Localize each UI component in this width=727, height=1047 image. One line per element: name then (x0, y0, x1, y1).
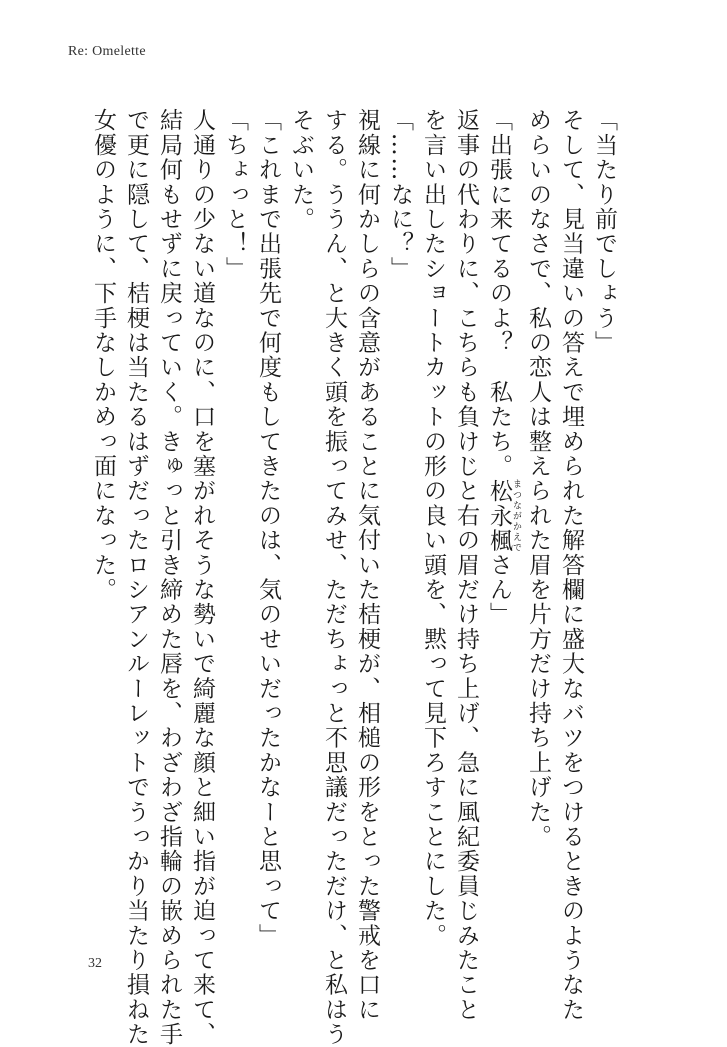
text-column: 返事の代わりに、こちらも負けじと右の眉だけ持ち上げ、急に風紀委員じみたこと (453, 108, 479, 1022)
text-column: する。ううん、と大きく頭を振ってみせ、ただちょっと不思議だっただけ、と私はう (321, 108, 347, 1047)
text-column: 視線に何かしらの含意があることに気付いた桔梗が、相槌の形をとった警戒を口に (354, 108, 380, 1022)
name-with-reading (486, 478, 521, 553)
text-column: 女優のように、下手なしかめっ面になった。 (90, 108, 116, 602)
text-column: 結局何もせずに戻っていく。きゅっと引き締めた唇を、わざわざ指輪の嵌められた手 (156, 108, 182, 1047)
text-column: を言い出したショートカットの形の良い頭を、黙って見下ろすことにした。 (420, 108, 446, 948)
text-column (482, 108, 521, 928)
page-number: 32 (88, 956, 102, 971)
text-column: で更に隠して、桔梗は当たるはずだったロシアンルーレットでうっかり当たり損ねた (123, 108, 149, 1047)
running-head-title: Re: Omelette (68, 44, 146, 59)
text-column: そぶいた。 (288, 108, 314, 232)
ruby-base: 松永楓 (486, 478, 512, 553)
text-column: 「ちょっと！」 (222, 108, 248, 281)
text-column: 人通りの少ない道なのに、口を塞がれそうな勢いで綺麗な顔と細い指が迫って来て、 (189, 108, 215, 1047)
text-column: そして、見当違いの答えで埋められた解答欄に盛大なバツをつけるときのようなた (558, 108, 584, 1022)
text-column-part: さん」 (486, 552, 512, 627)
text-column: めらいのなさで、私の恋人は整えられた眉を片方だけ持ち上げた。 (525, 108, 551, 850)
text-column: 「これまで出張先で何度もしてきたのは、気のせいだったかなーと思って」 (255, 108, 281, 948)
text-column-part: 「出張に来てるのよ？ 私たち。 (486, 108, 512, 479)
text-column: 「……なに？」 (387, 108, 413, 281)
text-column: 「当たり前でしょう」 (591, 108, 617, 355)
ruby-reading: まつながかえで (511, 478, 521, 553)
